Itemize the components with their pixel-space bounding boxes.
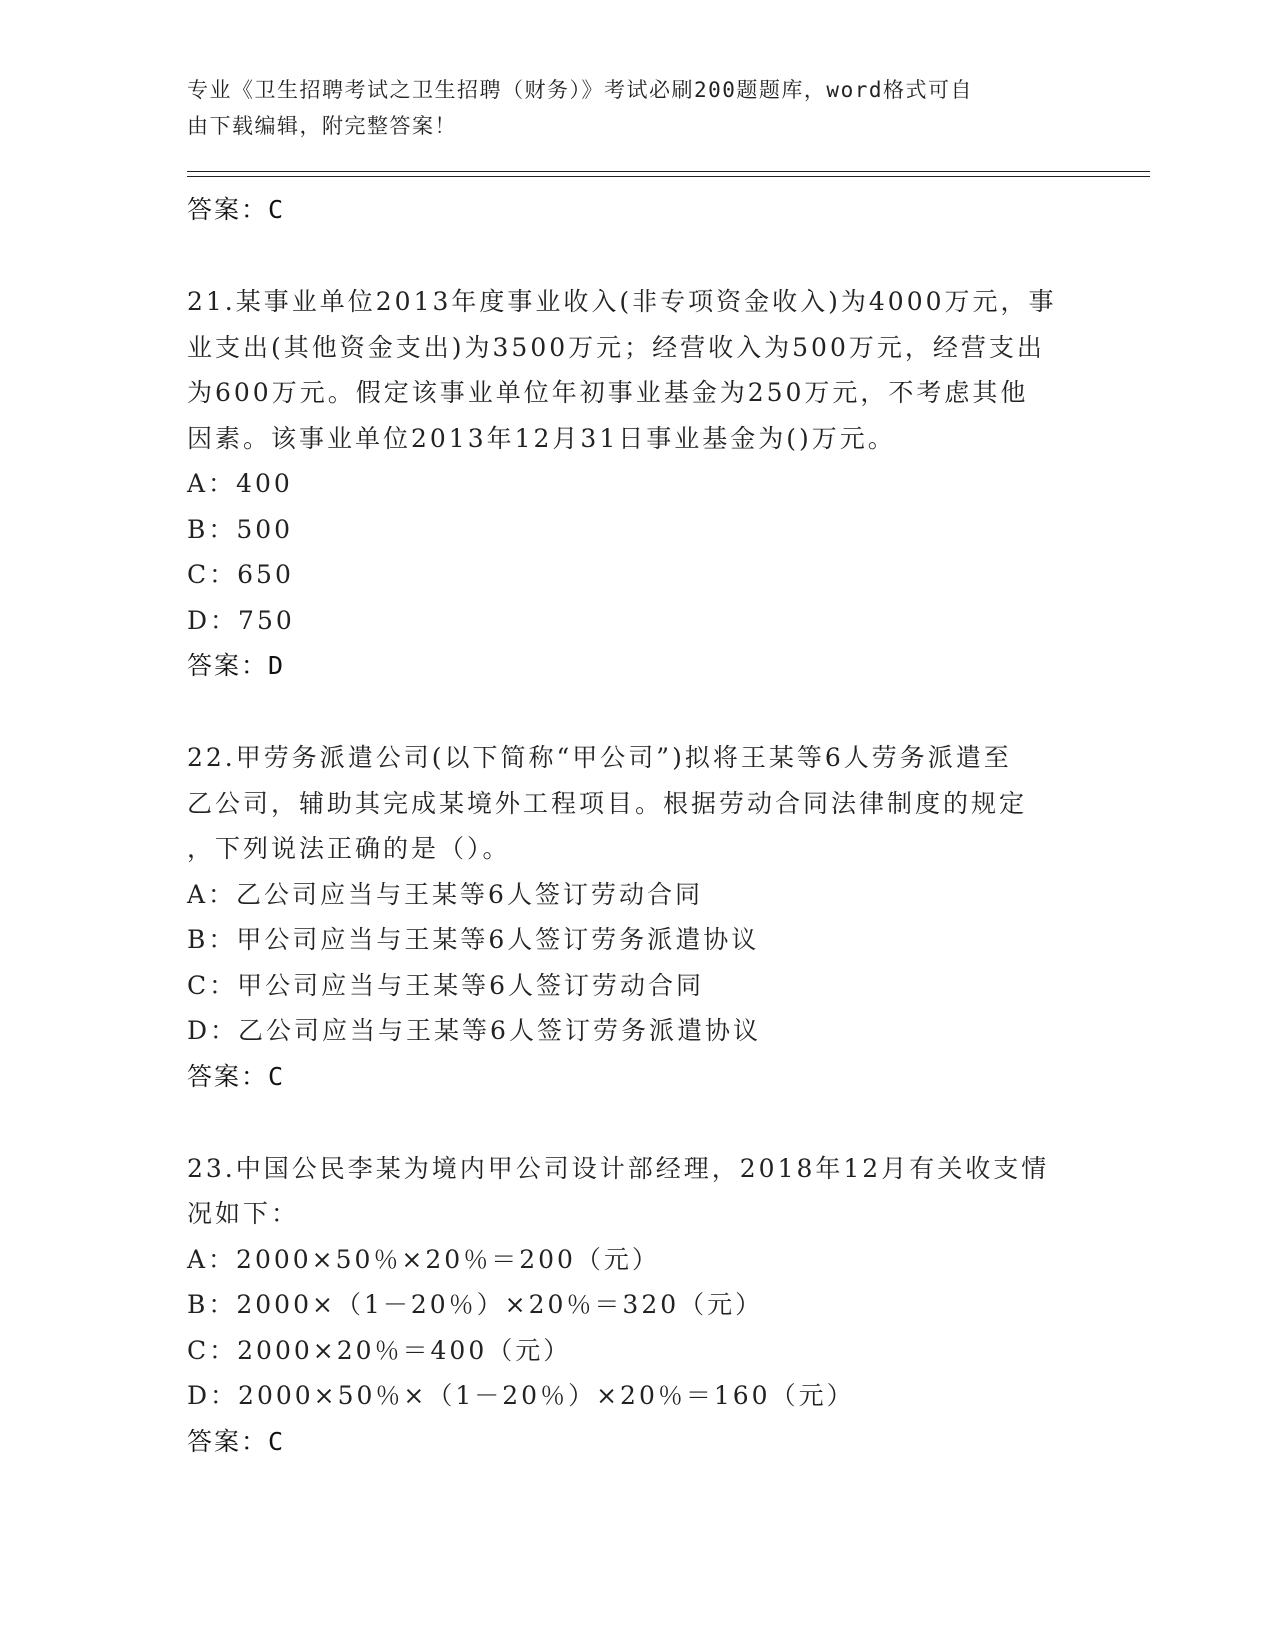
question-stem-line: 因素。该事业单位2013年12月31日事业基金为()万元。: [187, 423, 896, 453]
header-rule-top: [187, 171, 1150, 172]
option-b: B：2000×（1－20％）×20％＝320（元）: [187, 1290, 764, 1319]
answer-label: 答案：D: [187, 651, 286, 680]
option-a: A：乙公司应当与王某等6人签订劳动合同: [187, 879, 703, 909]
answer-label: 答案：C: [187, 1061, 286, 1091]
header-rule-bottom: [187, 176, 1150, 177]
question-stem-line: 况如下：: [187, 1199, 300, 1228]
option-c: C：650: [187, 560, 294, 589]
option-d: D：750: [187, 605, 295, 635]
option-d: D：乙公司应当与王某等6人签订劳务派遣协议: [187, 1016, 761, 1045]
question-stem-line: 乙公司，辅助其完成某境外工程项目。根据劳动合同法律制度的规定: [187, 788, 1028, 818]
option-a: A：400: [187, 469, 293, 498]
question-stem-line: 为600万元。假定该事业单位年初事业基金为250万元，不考虑其他: [187, 378, 1029, 407]
question-block: [187, 279, 1087, 689]
answer-label: 答案：C: [187, 195, 286, 224]
option-b: B：甲公司应当与王某等6人签订劳务派遣协议: [187, 925, 760, 954]
option-b: B：500: [187, 514, 294, 544]
question-stem-line: 21.某事业单位2013年度事业收入(非专项资金收入)为4000万元，事: [187, 287, 1057, 316]
option-a: A：2000×50％×20％＝200（元）: [187, 1244, 660, 1274]
option-c: C：2000×20％＝400（元）: [187, 1335, 572, 1365]
question-stem: [187, 735, 1087, 872]
question-block: [187, 735, 1087, 1100]
option-d: D：2000×50％×（1－20％）×20％＝160（元）: [187, 1381, 855, 1410]
question-block: [187, 1146, 1087, 1465]
question-stem: [187, 1146, 1087, 1237]
question-stem-line: 业支出(其他资金支出)为3500万元；经营收入为500万元，经营支出: [187, 332, 1045, 362]
header-title-line-1: 专业《卫生招聘考试之卫生招聘（财务）》考试必刷200题题库，word格式可自: [187, 78, 973, 102]
header-title-line-2: 由下载编辑，附完整答案！: [187, 114, 457, 138]
question-stem-line: ，下列说法正确的是（）。: [187, 834, 511, 863]
question-stem: [187, 279, 1087, 461]
page-header: [187, 72, 1067, 144]
answer-label: 答案：C: [187, 1426, 286, 1456]
question-stem-line: 23.中国公民李某为境内甲公司设计部经理，2018年12月有关收支情: [187, 1153, 1050, 1183]
question-list: [187, 187, 1087, 1465]
question-stem-line: 22.甲劳务派遣公司(以下简称“甲公司”)拟将王某等6人劳务派遣至: [187, 743, 1012, 772]
option-c: C：甲公司应当与王某等6人签订劳动合同: [187, 970, 705, 1000]
